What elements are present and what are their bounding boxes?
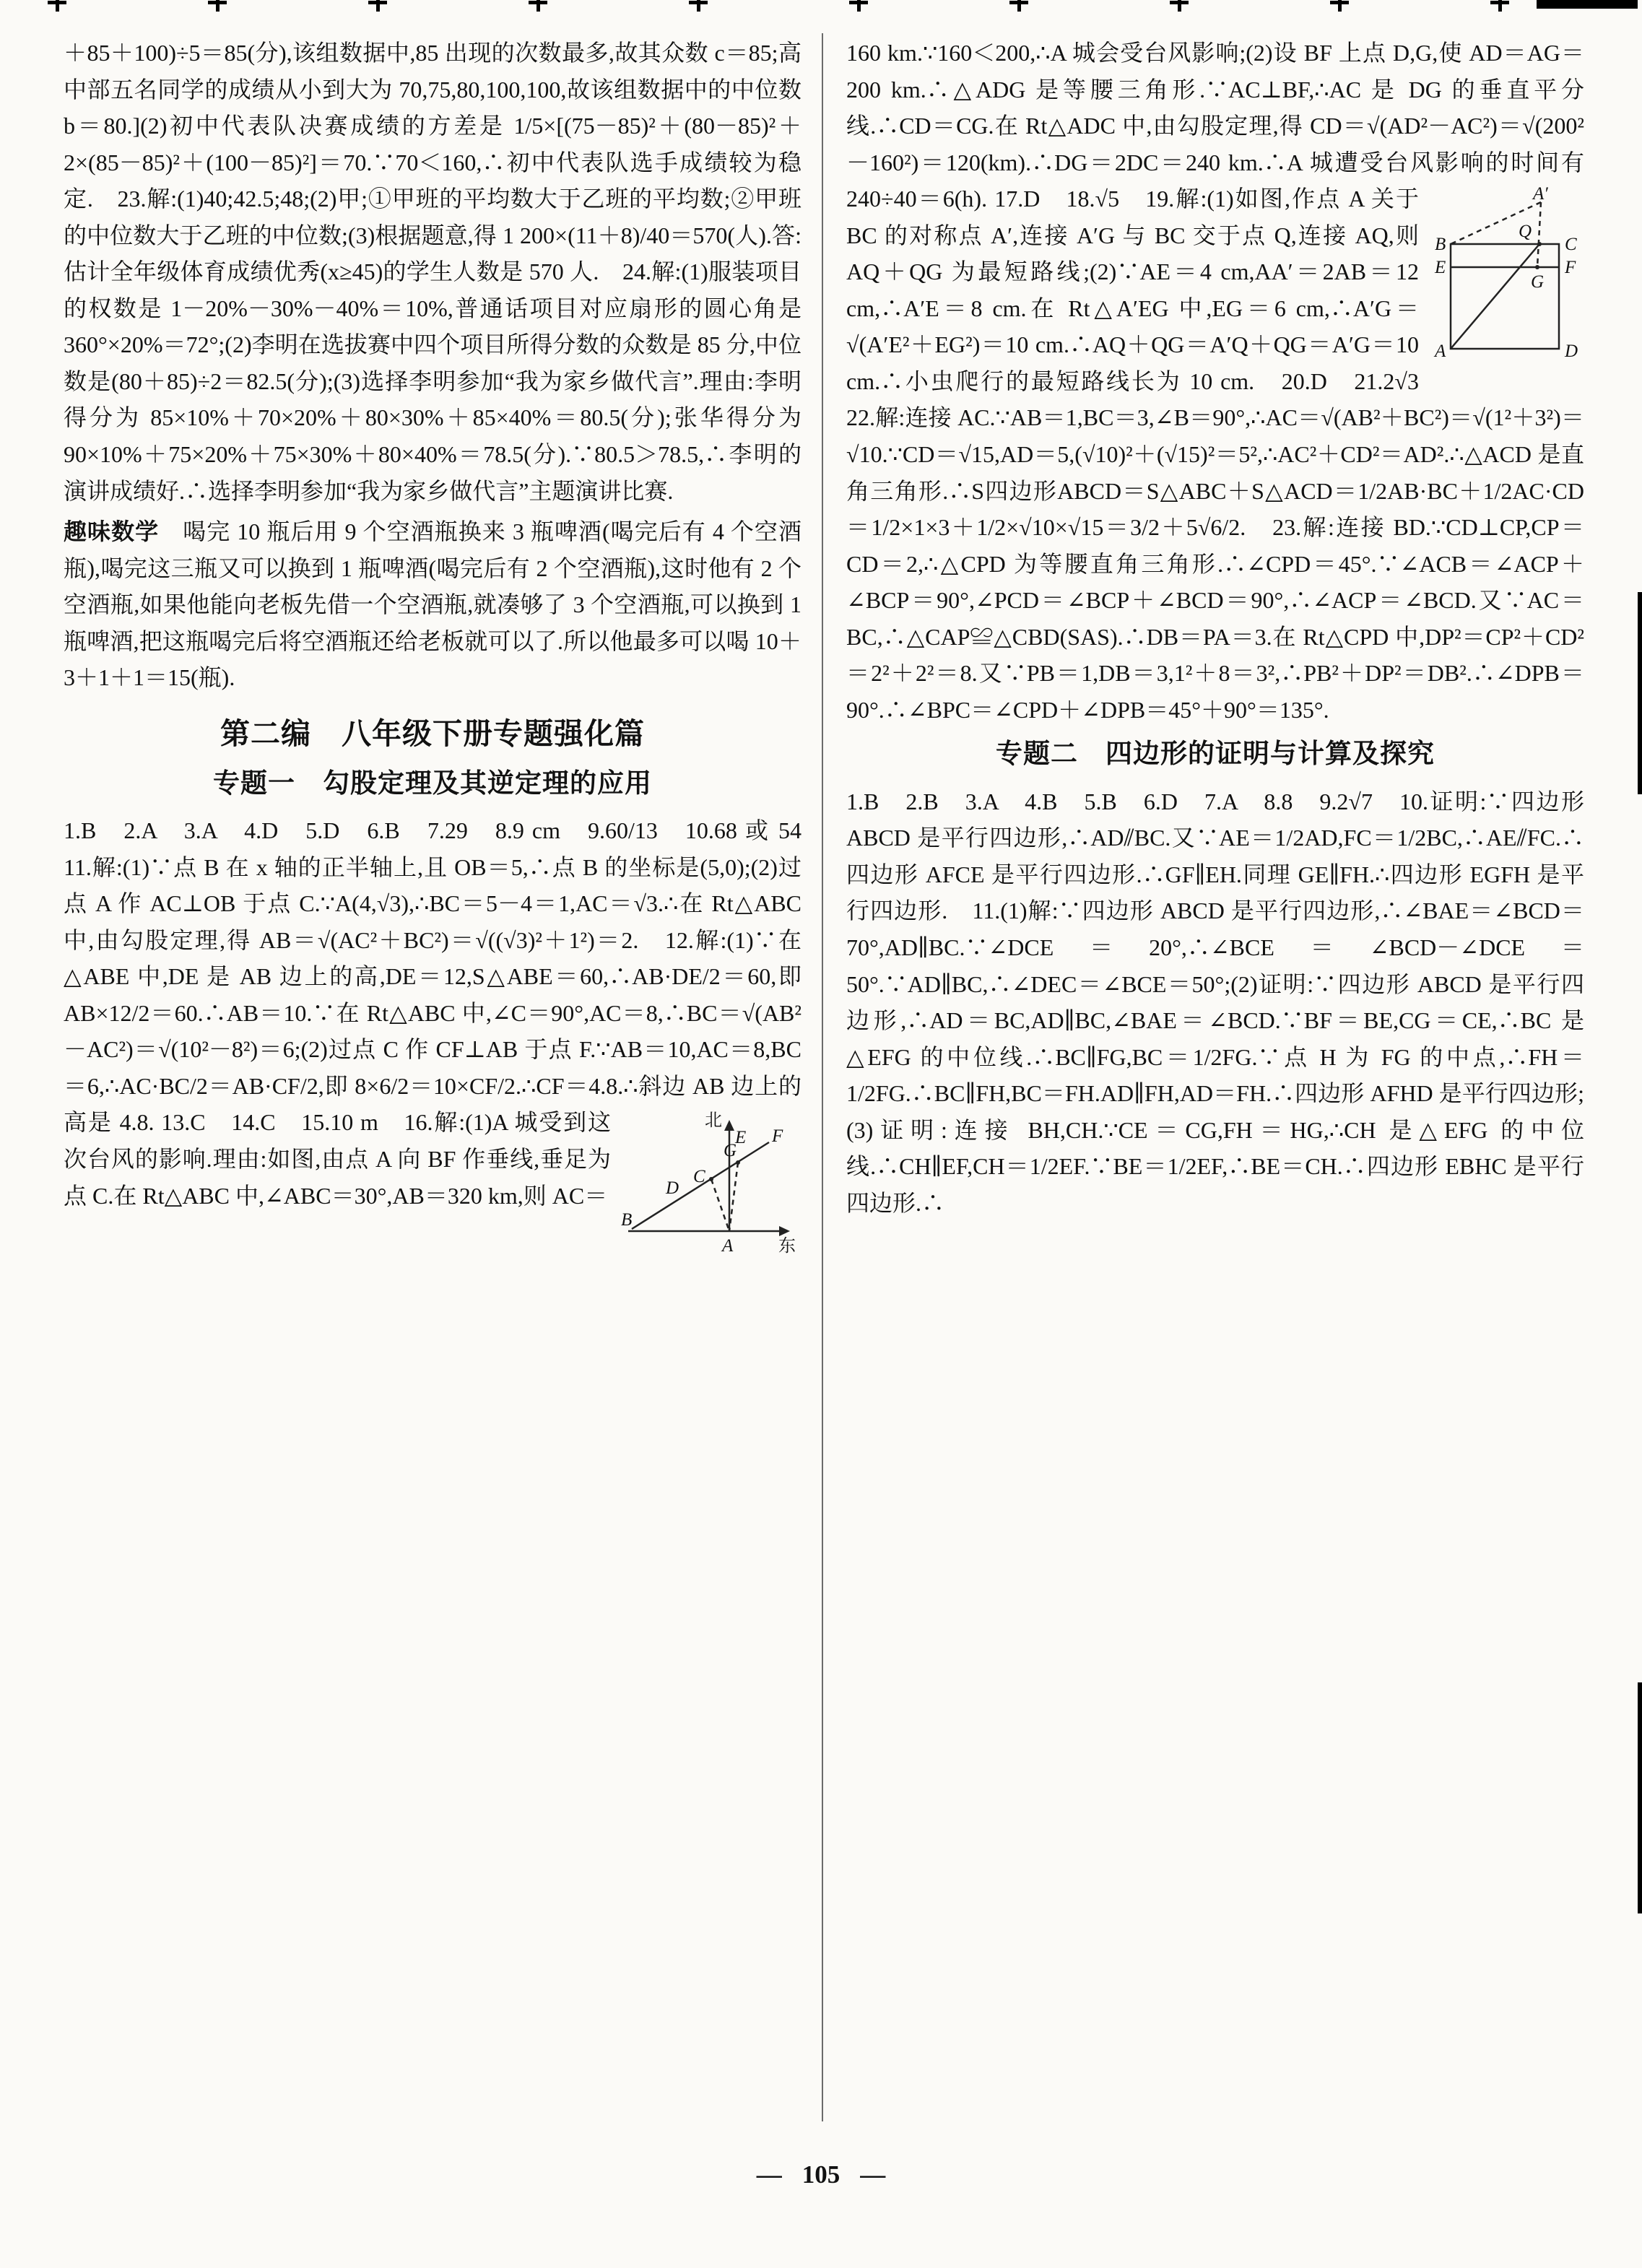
footer-right-dash: —: [860, 2160, 886, 2189]
fig16-label-F: F: [772, 1126, 783, 1147]
fig19-label-B: B: [1435, 235, 1446, 255]
fig19-label-A: A: [1435, 342, 1446, 362]
fig16-label-north: 北: [705, 1111, 722, 1131]
scan-edge-mark: [1638, 1682, 1642, 1913]
registration-mark-icon: [849, 0, 868, 12]
registration-mark-icon: [1330, 0, 1349, 12]
answer-text: 1.B 2.B 3.A 4.B 5.B 6.D 7.A 8.8 9.2√7 10.证明:∵四边形 ABCD 是平行四边形,∴AD⫽BC.又∵AE＝1/2AD,FC＝1/2BC,∴AE⫽FC.∴四边形 AFCE 是平行四边形.∴GF∥EH.同理 GE∥FH.∴四边形 EGFH 是平行四边形. 11.(1)解:∵四边形 ABCD 是平行四边形,∴∠BAE＝∠BCD＝70°,AD∥BC.∵∠DCE＝20°,∴∠BCE＝∠BCD－∠DCE＝50°.∵AD∥BC,∴∠DEC＝∠BCE＝50°;(2)证明:∵四边形 ABCD 是平行四边形,∴AD＝BC,AD∥BC,∠BAE＝∠BCD.∵BF＝BE,CG＝CE,∴BC 是△EFG 的中位线.∴BC∥FG,BC＝1/2FG.∵点 H 为 FG 的中点,∴FH＝1/2FG.∴BC∥FH,BC＝FH.AD∥FH,AD＝FH.∴四边形 AFHD 是平行四边形;(3)证明:连接 BH,CH.∵CE＝CG,FH＝HG,∴CH 是△EFG 的中位线.∴CH∥EF,CH＝1/2EF.∵BE＝1/2EF,∴BE＝CH.∴四边形 EBHC 是平行四边形.∴: [846, 788, 1584, 1216]
registration-mark-icon: [689, 0, 708, 12]
fig16-label-A: A: [722, 1236, 734, 1256]
fig19-label-F: F: [1565, 258, 1576, 278]
fun-math-paragraph: [64, 513, 802, 696]
scan-edge-mark: [1537, 0, 1638, 9]
topic-one-heading: 专题一 勾股定理及其逆定理的应用: [213, 768, 652, 799]
answer-text: 17.D 18.√5 19.解:(1)如图,作点 A 关于 BC 的对称点 A′,连接 A′G 与 BC 交于点 Q,连接 AQ,则 AQ＋QG 为最短路线;(2)∵AE＝4 cm,AA′＝2AB＝12 cm,∴A′E＝8 cm.在 Rt△A′EG 中,EG＝6 cm,∴A′G＝√(A′E²＋EG²)＝10 cm.∴AQ＋QG＝A′Q＋QG＝A′G＝10 cm.∴小虫爬行的最短路线长为 10 cm. 20.D 21.2√3 22.解:连接 AC.∵AB＝1,BC＝3,∠B＝90°,∴AC＝√(AB²＋BC²)＝√(1²＋3²)＝√10.∵CD＝√15,AD＝5,(√10)²＋(√15)²＝5²,∴AC²＋CD²＝AD².∴△ACD 是直角三角形.∴S四边形ABCD＝S△ABC＋S△ACD＝1/2AB·BC＋1/2AC·CD＝1/2×1×3＋1/2×√10×√15＝3/2＋5√6/2. 23.解:连接 BD.∵CD⊥CP,CP＝CD＝2,∴△CPD 为等腰直角三角形.∴∠CPD＝45°.∵∠ACB＝∠ACP＋∠BCP＝90°,∠PCD＝∠BCP＋∠BCD＝90°,∴∠ACP＝∠BCD.又∵AC＝BC,∴△CAP≌△CBD(SAS).∴DB＝PA＝3.在 Rt△CPD 中,DP²＝CP²＋CD²＝2²＋2²＝8.又∵PB＝1,DB＝3,1²＋8＝3²,∴PB²＋DP²＝DB².∴∠DPB＝90°.∴∠BPC＝∠CPD＋∠DPB＝45°＋90°＝135°.: [846, 186, 1584, 723]
fig16-label-G: G: [724, 1141, 737, 1161]
fun-math-text: 喝完 10 瓶后用 9 个空酒瓶换来 3 瓶啤酒(喝完后有 4 个空酒瓶),喝完这三瓶又可以换到 1 瓶啤酒(喝完后有 2 个空酒瓶),这时他有 2 个空酒瓶,如果他能向老板先借一个空酒瓶,就凑够了 3 个空酒瓶,可以换到 1 瓶啤酒,把这瓶喝完后将空酒瓶还给老板就可以了.所以他最多可以喝 10＋3＋1＋1＝15(瓶).: [64, 518, 802, 691]
page-number: 105: [802, 2160, 840, 2189]
fig19-label-C: C: [1565, 235, 1577, 255]
registration-mark-icon: [368, 0, 387, 12]
scan-edge-mark: [1638, 592, 1642, 794]
left-column: [64, 35, 825, 1274]
fig19-label-E: E: [1435, 258, 1446, 278]
topic-two-heading: 专题二 四边形的证明与计算及探究: [996, 739, 1435, 770]
part-two-heading: 第二编 八年级下册专题强化篇: [220, 716, 645, 750]
fun-math-label: 趣味数学: [64, 518, 160, 545]
column-divider: [822, 33, 823, 2121]
fig16-label-B: B: [621, 1210, 633, 1230]
answer-text: 1.B 2.A 3.A 4.D 5.D 6.B 7.29 8.9 cm 9.60/13 10.68 或 54 11.解:(1)∵点 B 在 x 轴的正半轴上,且 OB＝5,∴点 B 的坐标是(5,0);(2)过点 A 作 AC⊥OB 于点 C.∵A(4,√3),∴BC＝5－4＝1,AC＝√3.∴在 Rt△ABC 中,由勾股定理,得 AB＝√(AC²＋BC²)＝√((√3)²＋1²)＝2. 12.解:(1)∵在△ABE 中,DE 是 AB 边上的高,DE＝12,S△ABE＝60,∴AB·DE/2＝60,即 AB×12/2＝60.∴AB＝10.∵在 Rt△ABC 中,∠C＝90°,AC＝8,∴BC＝√(AB²－AC²)＝√(10²－8²)＝6;(2)过点 C 作 CF⊥AB 于点 F.∵AB＝10,AC＝8,BC＝6,∴AC·BC/2＝AB·CF/2,即 8×6/2＝10×CF/2.∴CF＝4.8.∴斜边 AB 边上的高是 4.8.: [64, 817, 825, 1136]
registration-mark-icon: [529, 0, 547, 12]
answer-text: 160 km.∵160＜200,∴A 城会受台风影响;(2)设 BF 上点 D,G,使 AD＝AG＝200 km.∴△ADG 是等腰三角形.∵AC⊥BF,∴AC 是 DG 的垂直平分线.∴CD＝CG.在 Rt△ADC 中,由勾股定理,得 CD＝√(AD²－AC²)＝√(200²－160²)＝120(km).∴DG＝2DC＝240 km.∴A 城遭受台风影响的时间有 240÷40＝6(h).: [846, 40, 1584, 212]
fig16-label-E: E: [735, 1128, 747, 1148]
answers-paragraph-topic1: [64, 812, 825, 1256]
page-footer: [0, 2160, 1642, 2189]
registration-mark-icon: [1490, 0, 1509, 12]
answers-paragraph-topic2: [846, 783, 1584, 1222]
fig19-label-G: G: [1531, 272, 1545, 292]
fig16-label-C: C: [693, 1167, 705, 1187]
rectangle-diagram: [1429, 186, 1584, 363]
answer-text: 13.C 14.C 15.10 m 16.解:(1)A 城受到这次台风的影响.理由:如图,由点 A 向 BF 作垂线,垂足为点 C.在 Rt△ABC 中,∠ABC＝30°,AB＝320 km,则 AC＝: [64, 1109, 611, 1209]
answers-paragraph-statistics: [64, 35, 802, 509]
fig16-label-east: 东: [778, 1237, 796, 1256]
fig19-label-A-prime: A′: [1533, 186, 1548, 204]
fig19-label-Q: Q: [1519, 222, 1532, 242]
figure-problem-19: [1429, 186, 1584, 374]
footer-left-dash: —: [756, 2160, 782, 2189]
figure-problem-16: [621, 1110, 802, 1269]
fig19-label-D: D: [1565, 342, 1578, 362]
right-column: [846, 35, 1584, 1225]
registration-mark-icon: [1009, 0, 1028, 12]
answers-paragraph-pythagoras: [846, 35, 1584, 728]
fig16-label-D: D: [666, 1178, 679, 1199]
answer-text: ＋85＋100)÷5＝85(分),该组数据中,85 出现的次数最多,故其众数 c＝85;高中部五名同学的成绩从小到大为 70,75,80,100,100,故该组数据中的中位数 b＝80.](2)初中代表队决赛成绩的方差是 1/5×[(75－85)²＋(80－85)²＋2×(85－85)²＋(100－85)²]＝70.∵70＜160,∴初中代表队选手成绩较为稳定. 23.解:(1)40;42.5;48;(2)甲;①甲班的平均数大于乙班的平均数;②甲班的中位数大于乙班的中位数;(3)根据题意,得 1 200×(11＋8)/40＝570(人).答:估计全年级体育成绩优秀(x≥45)的学生人数是 570 人. 24.解:(1)服装项目的权数是 1－20%－30%－40%＝10%,普通话项目对应扇形的圆心角是 360°×20%＝72°;(2)李明在选拔赛中四个项目所得分数的众数是 85 分,中位数是(80＋85)÷2＝82.5(分);(3)选择李明参加“我为家乡做代言”.理由:李明得分为 85×10%＋70×20%＋80×30%＋85×40%＝80.5(分);张华得分为 90×10%＋75×20%＋75×30%＋80×40%＝78.5(分).∵80.5＞78.5,∴李明的演讲成绩好.∴选择李明参加“我为家乡做代言”主题演讲比赛.: [64, 40, 802, 504]
compass-diagram: [621, 1110, 802, 1258]
registration-mark-icon: [208, 0, 227, 12]
registration-mark-icon: [1170, 0, 1189, 12]
registration-mark-icon: [48, 0, 66, 12]
